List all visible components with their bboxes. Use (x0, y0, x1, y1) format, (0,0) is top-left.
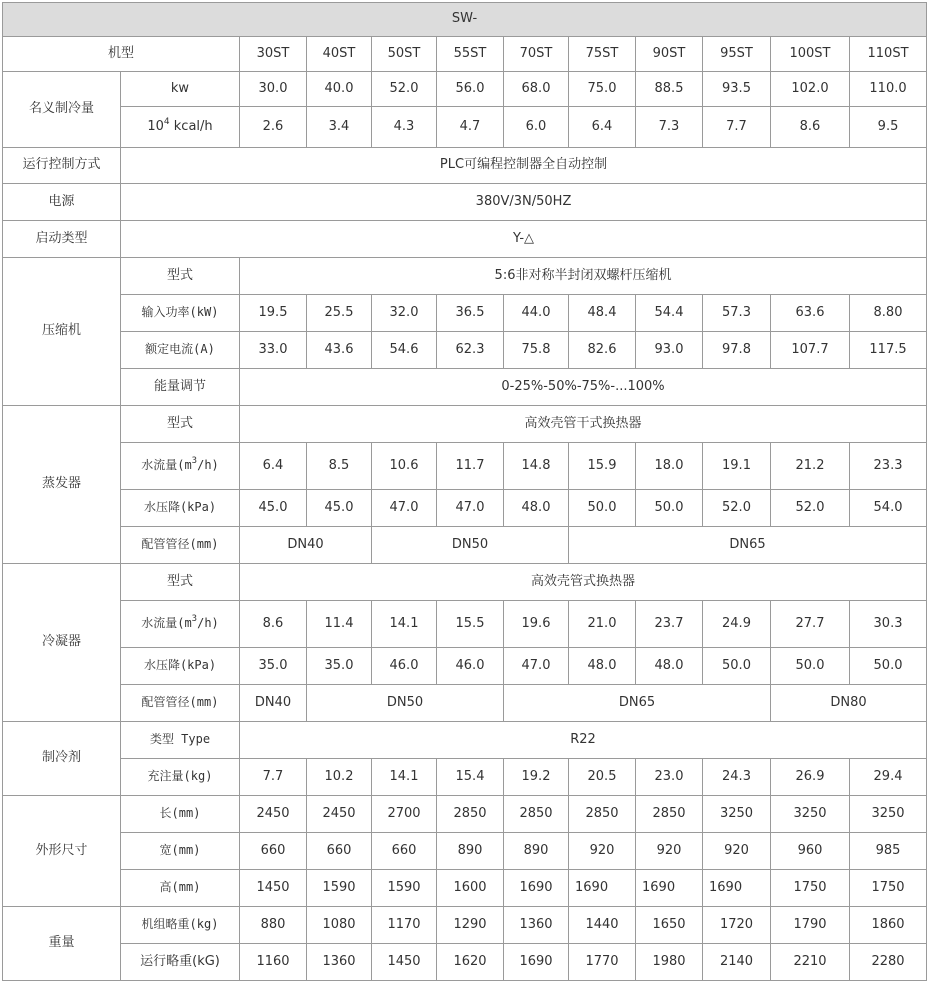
data-cell: 2850 (569, 796, 636, 833)
data-cell: 23.7 (636, 601, 703, 648)
condenser-drop-label: 水压降(kPa) (121, 648, 240, 685)
data-cell: 48.0 (636, 648, 703, 685)
cooling-kcal-row (3, 107, 927, 148)
data-cell: 30.0 (240, 72, 307, 107)
data-cell: 1620 (437, 944, 504, 981)
power-label: 电源 (3, 184, 121, 221)
condenser-type-row (3, 564, 927, 601)
compressor-input-row (3, 295, 927, 332)
data-cell: 54.0 (850, 490, 927, 527)
data-cell: 50.0 (771, 648, 850, 685)
data-cell: 6.4 (240, 443, 307, 490)
refrigerant-charge-row (3, 759, 927, 796)
data-cell: 2450 (307, 796, 372, 833)
data-cell: 52.0 (771, 490, 850, 527)
data-cell: 21.0 (569, 601, 636, 648)
condenser-drop-row (3, 648, 927, 685)
data-cell: 44.0 (504, 295, 569, 332)
refrigerant-type-row (3, 722, 927, 759)
evaporator-flow-label (121, 443, 240, 490)
data-cell: 97.8 (703, 332, 771, 369)
data-cell: 2700 (372, 796, 437, 833)
condenser-flow-row (3, 601, 927, 648)
data-cell: 63.6 (771, 295, 850, 332)
data-cell: 14.1 (372, 759, 437, 796)
data-cell: 54.4 (636, 295, 703, 332)
data-cell: 50.0 (636, 490, 703, 527)
data-cell: 1690 (504, 870, 569, 907)
cooling-kcal-label (121, 107, 240, 148)
data-cell: 32.0 (372, 295, 437, 332)
data-cell: 43.6 (307, 332, 372, 369)
condenser-type-label: 型式 (121, 564, 240, 601)
data-cell: 14.8 (504, 443, 569, 490)
data-cell: 6.0 (504, 107, 569, 148)
model-cell: 75ST (569, 37, 636, 72)
data-cell: 35.0 (307, 648, 372, 685)
dimensions-width-row (3, 833, 927, 870)
flow-label-b: /h) (197, 616, 219, 631)
data-cell: 36.5 (437, 295, 504, 332)
data-cell: 23.3 (850, 443, 927, 490)
data-cell: 30.3 (850, 601, 927, 648)
data-cell: 1980 (636, 944, 703, 981)
flow-label-a: 水流量(m (141, 616, 192, 631)
data-cell: 890 (437, 833, 504, 870)
evaporator-type-row (3, 406, 927, 443)
data-cell: 1160 (240, 944, 307, 981)
control-value: PLC可编程控制器全自动控制 (121, 148, 927, 184)
compressor-input-label: 输入功率(kW) (121, 295, 240, 332)
model-row (3, 37, 927, 72)
data-cell: 47.0 (372, 490, 437, 527)
model-cell: 110ST (850, 37, 927, 72)
data-cell: 24.9 (703, 601, 771, 648)
data-cell: 8.80 (850, 295, 927, 332)
data-cell: 7.7 (703, 107, 771, 148)
evaporator-drop-label: 水压降(kPa) (121, 490, 240, 527)
data-cell: 25.5 (307, 295, 372, 332)
compressor-capacity-label: 能量调节 (121, 369, 240, 406)
power-row (3, 184, 927, 221)
pipe-cell: DN65 (504, 685, 771, 722)
pipe-cell: DN65 (569, 527, 927, 564)
table-title: SW- (3, 3, 927, 37)
start-label: 启动类型 (3, 221, 121, 258)
data-cell: 1690 (569, 870, 636, 907)
pipe-cell: DN80 (771, 685, 927, 722)
compressor-current-row (3, 332, 927, 369)
model-cell: 70ST (504, 37, 569, 72)
dimensions-width-label: 宽(mm) (121, 833, 240, 870)
data-cell: 50.0 (850, 648, 927, 685)
data-cell: 2140 (703, 944, 771, 981)
data-cell: 8.6 (771, 107, 850, 148)
data-cell: 920 (703, 833, 771, 870)
data-cell: 50.0 (569, 490, 636, 527)
condenser-pipe-row (3, 685, 927, 722)
flow-label-sup: 3 (191, 614, 198, 625)
data-cell: 15.5 (437, 601, 504, 648)
data-cell: 4.3 (372, 107, 437, 148)
data-cell: 2850 (504, 796, 569, 833)
data-cell: 82.6 (569, 332, 636, 369)
compressor-label: 压缩机 (3, 258, 121, 406)
model-cell: 50ST (372, 37, 437, 72)
data-cell: 27.7 (771, 601, 850, 648)
cooling-kw-row (3, 72, 927, 107)
data-cell: 1690 (703, 870, 771, 907)
model-cell: 40ST (307, 37, 372, 72)
pipe-cell: DN50 (307, 685, 504, 722)
data-cell: 2450 (240, 796, 307, 833)
data-cell: 1450 (372, 944, 437, 981)
compressor-capacity-value: 0-25%-50%-75%-...100% (240, 369, 927, 406)
data-cell: 985 (850, 833, 927, 870)
data-cell: 68.0 (504, 72, 569, 107)
data-cell: 2280 (850, 944, 927, 981)
data-cell: 3250 (850, 796, 927, 833)
evaporator-type-value: 高效壳管干式换热器 (240, 406, 927, 443)
data-cell: 33.0 (240, 332, 307, 369)
data-cell: 75.8 (504, 332, 569, 369)
data-cell: 54.6 (372, 332, 437, 369)
data-cell: 1590 (372, 870, 437, 907)
condenser-flow-label (121, 601, 240, 648)
data-cell: 10.6 (372, 443, 437, 490)
data-cell: 2210 (771, 944, 850, 981)
compressor-type-label: 型式 (121, 258, 240, 295)
data-cell: 1650 (636, 907, 703, 944)
model-label: 机型 (3, 37, 240, 72)
start-value: Y-△ (121, 221, 927, 258)
evaporator-flow-row (3, 443, 927, 490)
weight-run-label: 运行略重(kG) (121, 944, 240, 981)
weight-unit-label: 机组略重(kg) (121, 907, 240, 944)
evaporator-label: 蒸发器 (3, 406, 121, 564)
data-cell: 8.6 (240, 601, 307, 648)
data-cell: 660 (372, 833, 437, 870)
data-cell: 3250 (703, 796, 771, 833)
data-cell: 6.4 (569, 107, 636, 148)
control-label: 运行控制方式 (3, 148, 121, 184)
compressor-capacity-row (3, 369, 927, 406)
data-cell: 1290 (437, 907, 504, 944)
data-cell: 40.0 (307, 72, 372, 107)
refrigerant-label: 制冷剂 (3, 722, 121, 796)
data-cell: 9.5 (850, 107, 927, 148)
data-cell: 26.9 (771, 759, 850, 796)
data-cell: 1860 (850, 907, 927, 944)
data-cell: 890 (504, 833, 569, 870)
weight-label: 重量 (3, 907, 121, 981)
dimensions-label: 外形尺寸 (3, 796, 121, 907)
flow-label-sup: 3 (191, 456, 198, 467)
weight-unit-row (3, 907, 927, 944)
data-cell: 1720 (703, 907, 771, 944)
data-cell: 93.0 (636, 332, 703, 369)
data-cell: 56.0 (437, 72, 504, 107)
control-row (3, 148, 927, 184)
data-cell: 52.0 (372, 72, 437, 107)
spec-table (2, 2, 927, 981)
data-cell: 47.0 (504, 648, 569, 685)
dimensions-length-row (3, 796, 927, 833)
data-cell: 57.3 (703, 295, 771, 332)
data-cell: 23.0 (636, 759, 703, 796)
data-cell: 660 (240, 833, 307, 870)
data-cell: 3.4 (307, 107, 372, 148)
data-cell: 50.0 (703, 648, 771, 685)
condenser-type-value: 高效壳管式换热器 (240, 564, 927, 601)
data-cell: 3250 (771, 796, 850, 833)
data-cell: 1690 (636, 870, 703, 907)
data-cell: 45.0 (240, 490, 307, 527)
data-cell: 1440 (569, 907, 636, 944)
data-cell: 21.2 (771, 443, 850, 490)
cooling-kw-label: kw (121, 72, 240, 107)
data-cell: 20.5 (569, 759, 636, 796)
data-cell: 75.0 (569, 72, 636, 107)
data-cell: 102.0 (771, 72, 850, 107)
data-cell: 1360 (307, 944, 372, 981)
data-cell: 88.5 (636, 72, 703, 107)
evaporator-pipe-label: 配管管径(mm) (121, 527, 240, 564)
data-cell: 1690 (504, 944, 569, 981)
data-cell: 2850 (437, 796, 504, 833)
dimensions-height-label: 高(mm) (121, 870, 240, 907)
data-cell: 19.2 (504, 759, 569, 796)
data-cell: 1170 (372, 907, 437, 944)
data-cell: 18.0 (636, 443, 703, 490)
data-cell: 19.6 (504, 601, 569, 648)
data-cell: 920 (569, 833, 636, 870)
data-cell: 920 (636, 833, 703, 870)
data-cell: 35.0 (240, 648, 307, 685)
flow-label-b: /h) (197, 458, 219, 473)
start-row (3, 221, 927, 258)
data-cell: 1450 (240, 870, 307, 907)
evaporator-type-label: 型式 (121, 406, 240, 443)
kcal-base: 10 (147, 118, 164, 134)
data-cell: 107.7 (771, 332, 850, 369)
data-cell: 11.4 (307, 601, 372, 648)
refrigerant-charge-label: 充注量(kg) (121, 759, 240, 796)
data-cell: 1790 (771, 907, 850, 944)
data-cell: 960 (771, 833, 850, 870)
data-cell: 93.5 (703, 72, 771, 107)
data-cell: 46.0 (437, 648, 504, 685)
data-cell: 15.9 (569, 443, 636, 490)
data-cell: 52.0 (703, 490, 771, 527)
data-cell: 45.0 (307, 490, 372, 527)
data-cell: 660 (307, 833, 372, 870)
cooling-label: 名义制冷量 (3, 72, 121, 148)
kcal-unit: kcal/h (173, 118, 213, 134)
data-cell: 19.1 (703, 443, 771, 490)
data-cell: 14.1 (372, 601, 437, 648)
data-cell: 46.0 (372, 648, 437, 685)
kcal-exponent: 4 (163, 116, 170, 127)
data-cell: 4.7 (437, 107, 504, 148)
pipe-cell: DN50 (372, 527, 569, 564)
data-cell: 10.2 (307, 759, 372, 796)
model-cell: 95ST (703, 37, 771, 72)
data-cell: 19.5 (240, 295, 307, 332)
data-cell: 15.4 (437, 759, 504, 796)
data-cell: 1750 (850, 870, 927, 907)
data-cell: 880 (240, 907, 307, 944)
flow-label-a: 水流量(m (141, 458, 192, 473)
data-cell: 29.4 (850, 759, 927, 796)
data-cell: 2.6 (240, 107, 307, 148)
data-cell: 48.4 (569, 295, 636, 332)
data-cell: 1360 (504, 907, 569, 944)
data-cell: 1750 (771, 870, 850, 907)
compressor-type-row (3, 258, 927, 295)
power-value: 380V/3N/50HZ (121, 184, 927, 221)
evaporator-pipe-row (3, 527, 927, 564)
data-cell: 7.7 (240, 759, 307, 796)
evaporator-drop-row (3, 490, 927, 527)
data-cell: 110.0 (850, 72, 927, 107)
weight-run-row (3, 944, 927, 981)
condenser-pipe-label: 配管管径(mm) (121, 685, 240, 722)
data-cell: 48.0 (504, 490, 569, 527)
data-cell: 47.0 (437, 490, 504, 527)
data-cell: 117.5 (850, 332, 927, 369)
data-cell: 11.7 (437, 443, 504, 490)
data-cell: 62.3 (437, 332, 504, 369)
dimensions-height-row (3, 870, 927, 907)
pipe-cell: DN40 (240, 527, 372, 564)
data-cell: 1600 (437, 870, 504, 907)
data-cell: 48.0 (569, 648, 636, 685)
model-cell: 30ST (240, 37, 307, 72)
pipe-cell: DN40 (240, 685, 307, 722)
data-cell: 1080 (307, 907, 372, 944)
data-cell: 2850 (636, 796, 703, 833)
compressor-type-value: 5:6非对称半封闭双螺杆压缩机 (240, 258, 927, 295)
condenser-label: 冷凝器 (3, 564, 121, 722)
dimensions-length-label: 长(mm) (121, 796, 240, 833)
data-cell: 7.3 (636, 107, 703, 148)
data-cell: 1770 (569, 944, 636, 981)
model-cell: 100ST (771, 37, 850, 72)
model-cell: 90ST (636, 37, 703, 72)
model-cell: 55ST (437, 37, 504, 72)
data-cell: 1590 (307, 870, 372, 907)
data-cell: 24.3 (703, 759, 771, 796)
compressor-current-label: 额定电流(A) (121, 332, 240, 369)
data-cell: 8.5 (307, 443, 372, 490)
refrigerant-type-value: R22 (240, 722, 927, 759)
refrigerant-type-label: 类型 Type (121, 722, 240, 759)
